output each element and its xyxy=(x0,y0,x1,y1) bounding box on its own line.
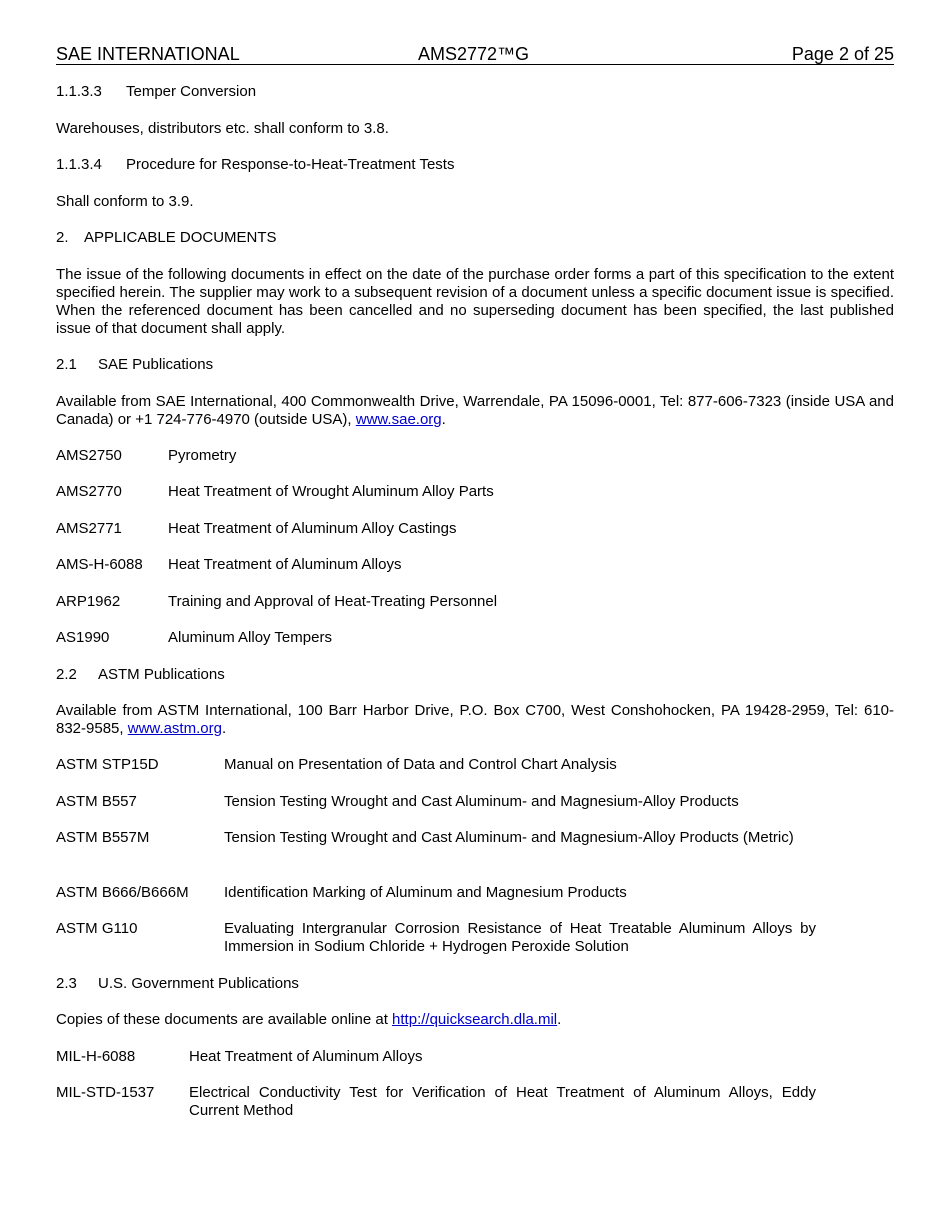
reference-title: Manual on Presentation of Data and Control Chart Analysis xyxy=(224,756,617,773)
dla-link[interactable]: http://quicksearch.dla.mil xyxy=(392,1011,558,1028)
reference-title: Heat Treatment of Aluminum Alloys xyxy=(168,556,402,573)
reference-title: Heat Treatment of Aluminum Alloys xyxy=(189,1048,423,1065)
section-heading-1-1-3-4 xyxy=(56,156,894,174)
section-number: 2.3 xyxy=(56,975,77,992)
section-title: U.S. Government Publications xyxy=(98,975,299,992)
reference-code: AMS2750 xyxy=(56,447,122,464)
reference-code: ASTM STP15D xyxy=(56,756,159,773)
reference-title: Aluminum Alloy Tempers xyxy=(168,629,332,646)
availability-text: Copies of these documents are available online at xyxy=(56,1011,393,1028)
reference-code: AMS2770 xyxy=(56,483,122,500)
reference-code: ASTM B557 xyxy=(56,793,137,810)
reference-code: MIL-STD-1537 xyxy=(56,1084,155,1101)
section-title: Temper Conversion xyxy=(126,83,257,100)
reference-code: MIL-H-6088 xyxy=(56,1048,136,1065)
reference-title: Evaluating Intergranular Corrosion Resistance of Heat Treatable Aluminum Alloys by Immersion in Sodium Chloride + Hydrogen Peroxide Solution xyxy=(224,920,816,955)
paragraph-availability: Available from SAE International, 400 Commonwealth Drive, Warrendale, PA 15096-0001, Tel: 877-606-7323 (inside USA and Canada) or +1 724-776-4970 (outside USA), www.sae.org. xyxy=(56,393,894,428)
reference-code: AMS-H-6088 xyxy=(56,556,143,573)
section-number: 2.1 xyxy=(56,356,77,373)
section-number: 1.1.3.3 xyxy=(56,83,102,100)
section-title: ASTM Publications xyxy=(98,666,225,683)
reference-title: Tension Testing Wrought and Cast Aluminum- and Magnesium-Alloy Products (Metric) xyxy=(224,829,794,846)
reference-title: Tension Testing Wrought and Cast Aluminum- and Magnesium-Alloy Products xyxy=(224,793,739,810)
availability-text: Available from SAE International, 400 Commonwealth Drive, Warrendale, PA 15096-0001, Tel: 877-606-7323 (inside USA and Canada) or +1 724-776-4970 (outside USA), xyxy=(56,393,894,428)
header-page-number: Page 2 of 25 xyxy=(791,44,894,64)
paragraph: Warehouses, distributors etc. shall conform to 3.8. xyxy=(56,120,389,137)
reference-code: ASTM B557M xyxy=(56,829,150,846)
section-heading-2-2 xyxy=(56,666,894,684)
section-number: 2.2 xyxy=(56,666,77,683)
section-title: APPLICABLE DOCUMENTS xyxy=(84,229,277,246)
header-org: SAE INTERNATIONAL xyxy=(56,44,240,64)
section-title: Procedure for Response-to-Heat-Treatment Tests xyxy=(126,156,455,173)
reference-title: Pyrometry xyxy=(168,447,237,464)
reference-title: Heat Treatment of Aluminum Alloy Castings xyxy=(168,520,457,537)
section-heading-2 xyxy=(56,229,894,247)
paragraph-availability: Copies of these documents are available online at http://quicksearch.dla.mil. xyxy=(56,1011,562,1028)
reference-title: Electrical Conductivity Test for Verification of Heat Treatment of Aluminum Alloys, Eddy Current Method xyxy=(189,1084,816,1119)
reference-code: AMS2771 xyxy=(56,520,122,537)
header-doc-id: AMS2772™G xyxy=(418,44,530,64)
section-number: 2. xyxy=(56,229,69,246)
reference-title: Identification Marking of Aluminum and Magnesium Products xyxy=(224,884,627,901)
reference-title: Training and Approval of Heat-Treating Personnel xyxy=(168,593,498,610)
astm-link[interactable]: www.astm.org xyxy=(127,720,222,737)
page-header xyxy=(56,44,894,65)
sae-link[interactable]: www.sae.org xyxy=(355,411,442,428)
reference-title: Heat Treatment of Wrought Aluminum Alloy Parts xyxy=(168,483,494,500)
section-number: 1.1.3.4 xyxy=(56,156,102,173)
paragraph-availability: Available from ASTM International, 100 Barr Harbor Drive, P.O. Box C700, West Conshohocken, PA 19428-2959, Tel: 610-832-9585, www.astm.org. xyxy=(56,702,894,737)
reference-code: ASTM B666/B666M xyxy=(56,884,189,901)
section-heading-2-1 xyxy=(56,356,894,374)
reference-code: ARP1962 xyxy=(56,593,121,610)
section-heading-1-1-3-3 xyxy=(56,83,894,101)
section-title: SAE Publications xyxy=(98,356,214,373)
section-heading-2-3 xyxy=(56,975,894,993)
paragraph: The issue of the following documents in effect on the date of the purchase order forms a part of this specification to the extent specified herein. The supplier may work to a subsequent revision of a document unless a specific document issue is specified. When the referenced document has been cancelled and no superseding document has been specified, the last published issue of that document shall apply. xyxy=(56,266,894,337)
reference-code: ASTM G110 xyxy=(56,920,138,937)
paragraph: Shall conform to 3.9. xyxy=(56,193,194,210)
reference-code: AS1990 xyxy=(56,629,110,646)
availability-text: Available from ASTM International, 100 Barr Harbor Drive, P.O. Box C700, West Conshohocken, PA 19428-2959, Tel: 610-832-9585, xyxy=(56,702,894,737)
